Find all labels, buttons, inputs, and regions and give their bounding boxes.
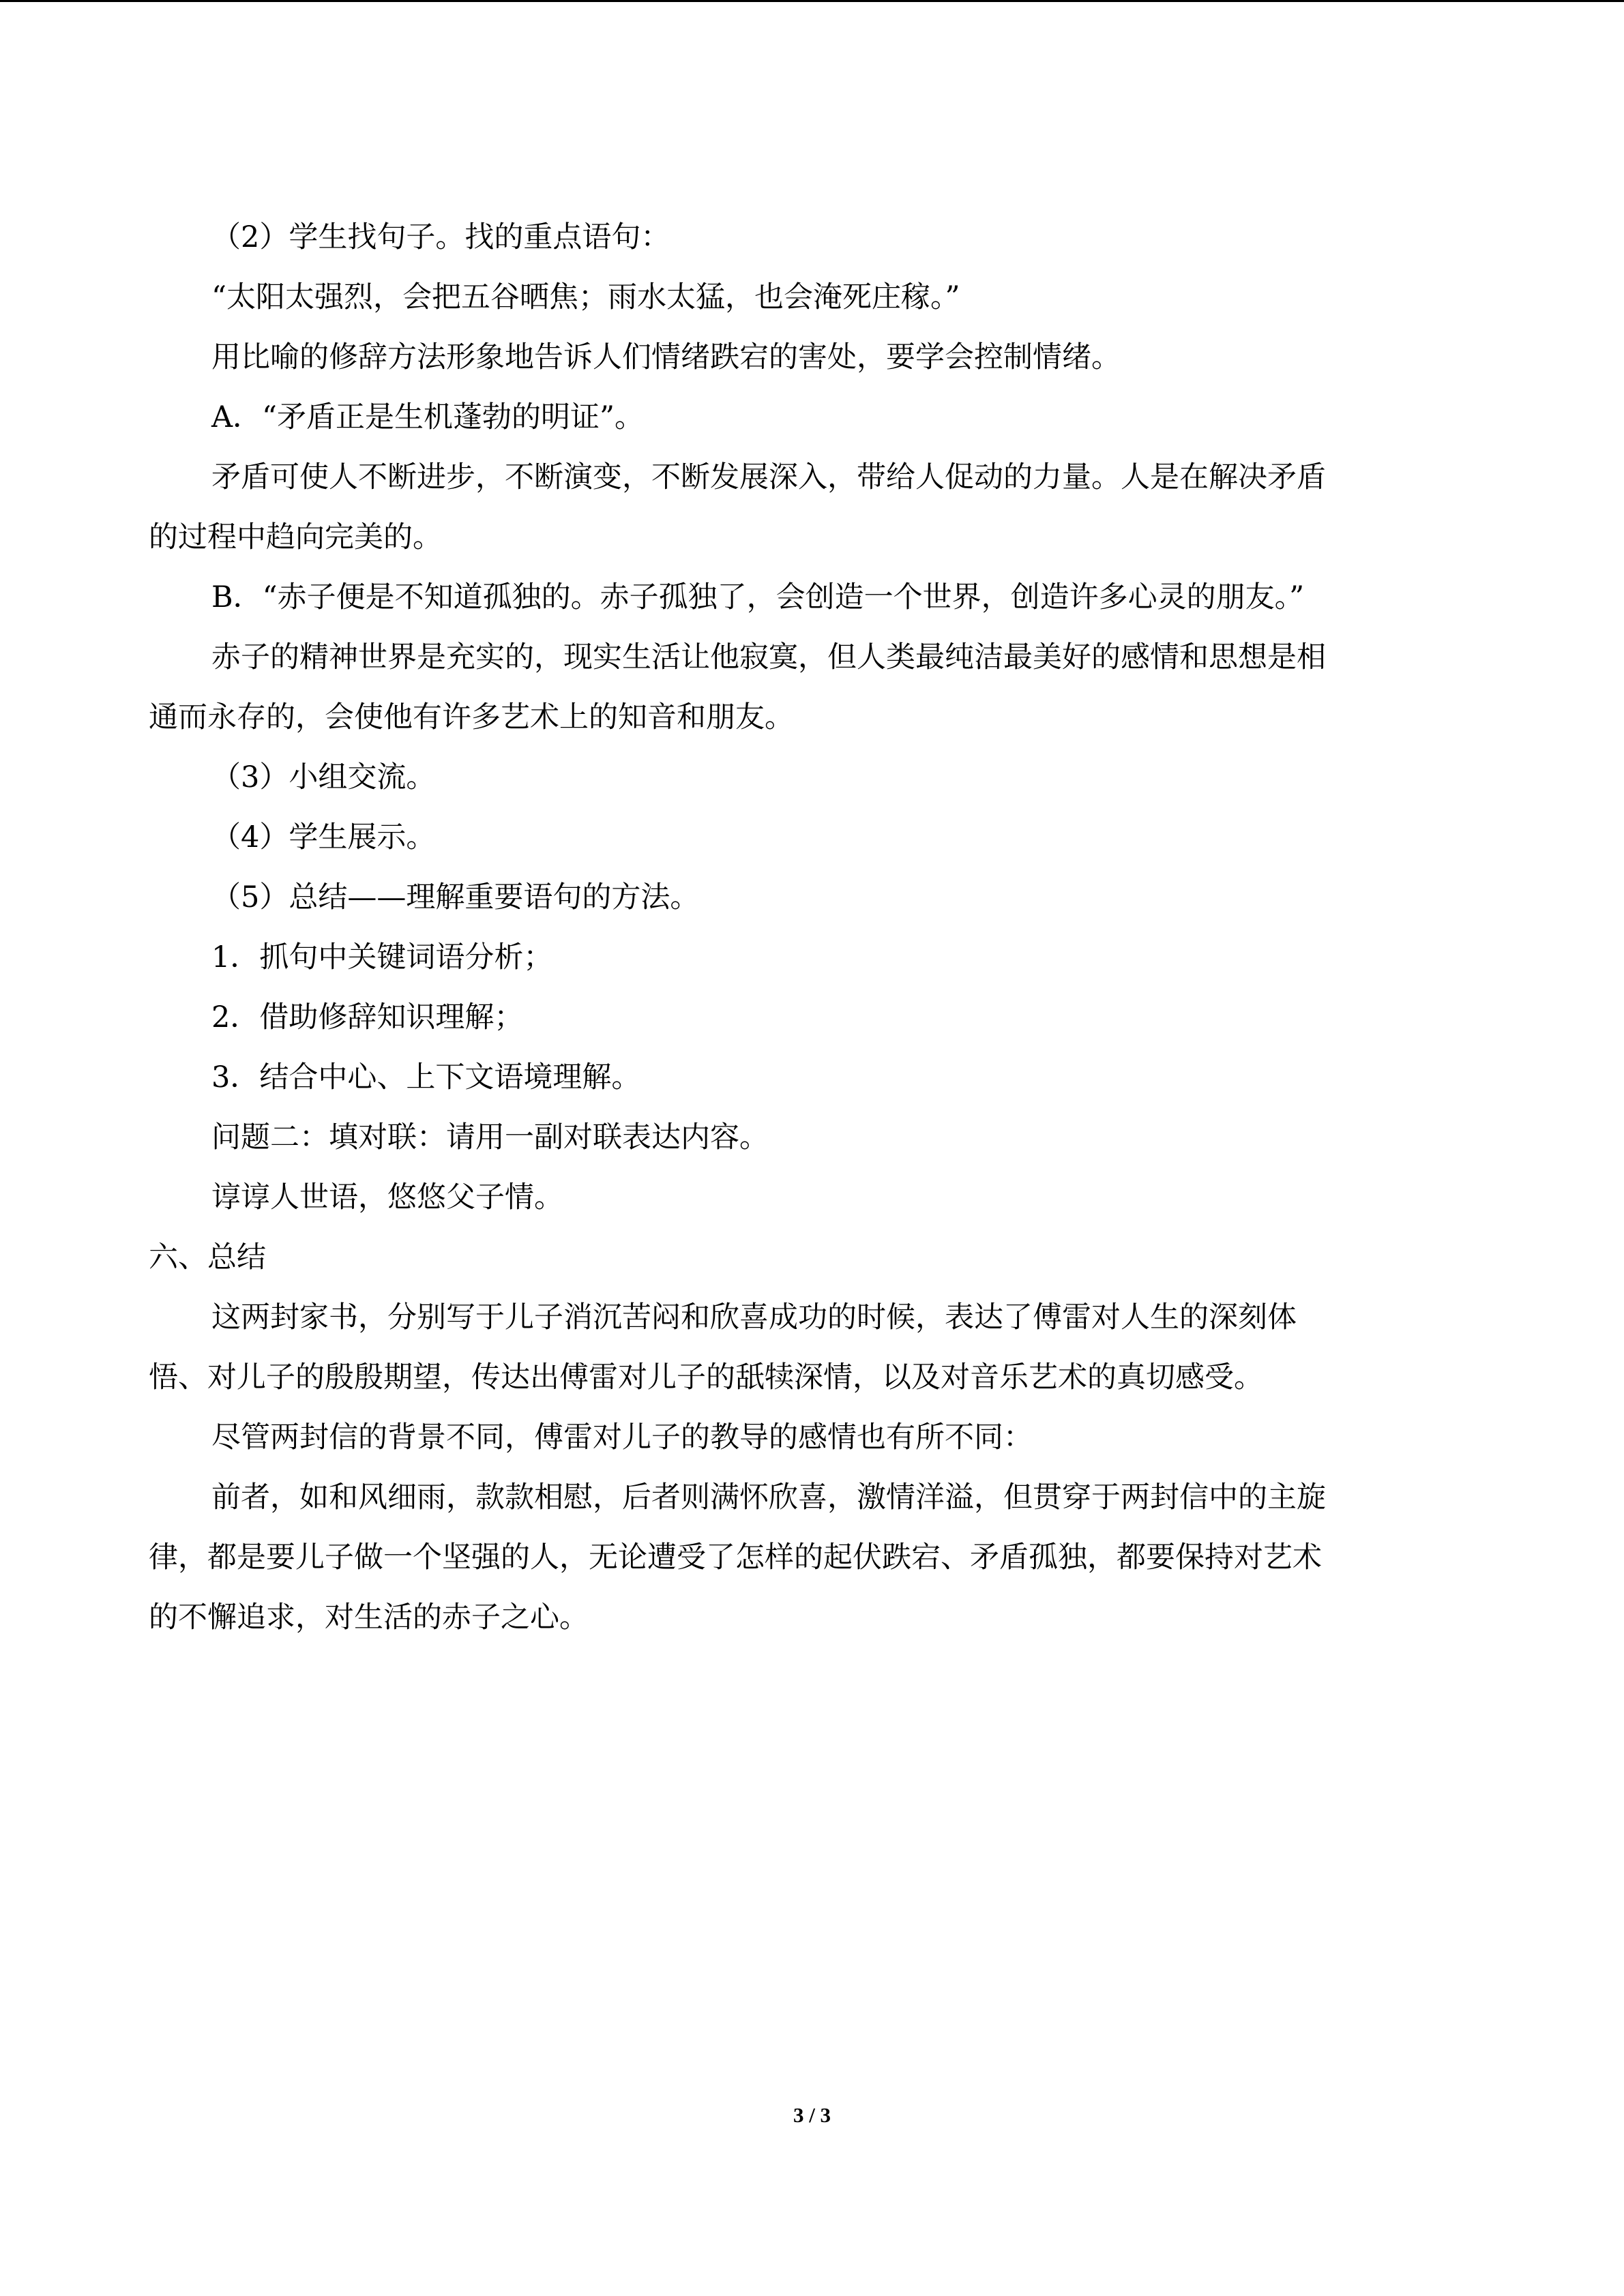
text-line: （2）学生找句子。找的重点语句：: [211, 220, 670, 254]
text-line: 这两封家书，分别写于儿子消沉苦闷和欣喜成功的时候，表达了傅雷对人生的深刻体: [211, 1300, 1297, 1335]
text-line: 律，都是要儿子做一个坚强的人，无论遭受了怎样的起伏跌宕、矛盾孤独，都要保持对艺术: [149, 1540, 1322, 1575]
text-line: 赤子的精神世界是充实的，现实生活让他寂寞，但人类最纯洁最美好的感情和思想是相: [211, 640, 1326, 674]
text-line: 2．借助修辞知识理解；: [211, 1000, 524, 1034]
text-line: 1．抓句中关键词语分析；: [211, 940, 553, 974]
text-line: 前者，如和风细雨，款款相慰，后者则满怀欣喜，激情洋溢，但贯穿于两封信中的主旋: [211, 1480, 1326, 1515]
text-line: 用比喻的修辞方法形象地告诉人们情绪跌宕的害处，要学会控制情绪。: [211, 340, 1121, 374]
text-line: 3．结合中心、上下文语境理解。: [211, 1060, 641, 1094]
text-line: 通而永存的，会使他有许多艺术上的知音和朋友。: [149, 700, 794, 734]
text-line: （3）小组交流。: [211, 760, 436, 794]
text-line: （4）学生展示。: [211, 820, 436, 854]
text-line: “太阳太强烈，会把五谷晒焦；雨水太猛，也会淹死庄稼。”: [211, 280, 960, 314]
text-line: 的过程中趋向完美的。: [149, 520, 442, 554]
text-line: 问题二：填对联：请用一副对联表达内容。: [211, 1120, 769, 1154]
text-line: 谆谆人世语，悠悠父子情。: [211, 1180, 563, 1214]
page-number: 3 / 3: [793, 2103, 831, 2127]
text-line: （5）总结——理解重要语句的方法。: [211, 880, 700, 914]
text-line: B．“赤子便是不知道孤独的。赤子孤独了，会创造一个世界，创造许多心灵的朋友。”: [211, 580, 1305, 614]
section-heading: 六、总结: [149, 1240, 266, 1274]
text-line: 尽管两封信的背景不同，傅雷对儿子的教导的感情也有所不同：: [211, 1420, 1033, 1455]
text-line: A．“矛盾正是生机蓬勃的明证”。: [211, 400, 645, 434]
text-line: 矛盾可使人不断进步，不断演变，不断发展深入，带给人促动的力量。人是在解决矛盾: [211, 460, 1326, 494]
text-line: 悟、对儿子的殷殷期望，传达出傅雷对儿子的舐犊深情，以及对音乐艺术的真切感受。: [149, 1360, 1263, 1395]
text-line: 的不懈追求，对生活的赤子之心。: [149, 1600, 589, 1635]
